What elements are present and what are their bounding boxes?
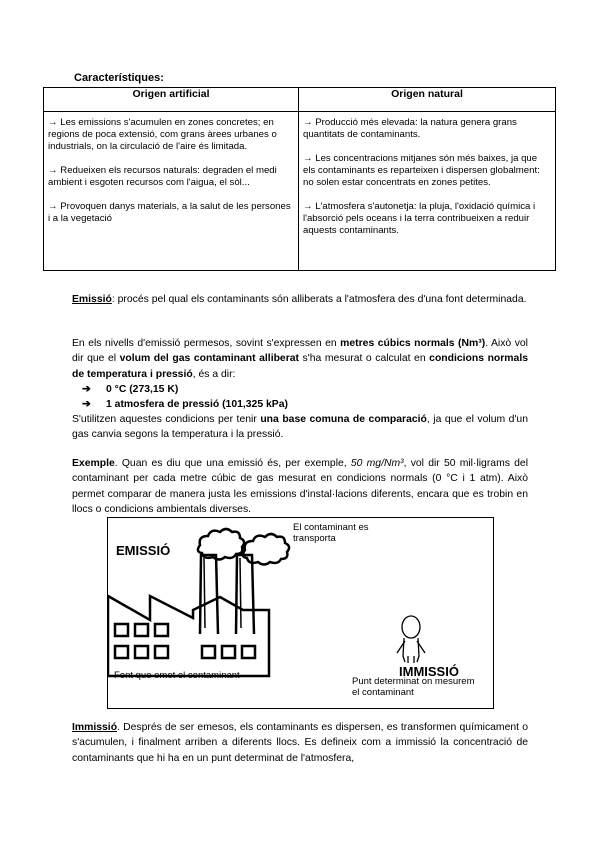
window-icon [155,646,168,658]
exemple-paragraph [72,456,528,518]
window-icon [115,646,128,658]
emission-immission-figure [107,517,494,709]
origin-comparison-table [43,87,556,271]
figure-transport-label: El contaminant es transporta [293,522,369,544]
person-icon [397,616,425,663]
nivells-bold: volum del gas contaminant alliberat [119,353,299,365]
immissio-text: . Després de ser emesos, els contaminants es dispersen, es transformen químicament o s'acumulen, i finalment arriben a diferents llocs. Es defineix com a immissió la concentració de contaminants que hi ha en un punt determinat de l'atmosfera, [72,722,528,764]
natural-point: → Producció més elevada: la natura genera grans quantitats de contaminants. [303,117,517,140]
emissio-definition-text: : procés pel qual els contaminants són alliberats a l'atmosfera des d'una font determinada. [111,294,527,305]
immissio-term: Immissió [72,722,118,733]
exemple-text: , vol dir 50 mil·ligrams del contaminant per cada metre cúbic de gas mesurat en condicions normals (0 °C i 1 atm). Això permet comparar de manera justa les emissions d'instal·lacions diferents, encara que es trobin en llocs o condicions ambientals diverses. [72,458,528,516]
nivells-text: En els nivells d'emissió permesos, sovint s'expressen en [72,338,341,349]
chimney-icon [236,555,254,634]
nivells-text: s'ha mesurat o calculat en [299,353,430,365]
bullet-text: 1 atmosfera de pressió (101,325 kPa) [106,399,288,410]
bullet-item [82,382,178,397]
figure-immissio-label: IMMISSIÓ [399,664,459,679]
window-icon [155,624,168,636]
natural-point: → Les concentracions mitjanes són més baixes, ja que els contaminants es reparteixen i dispersen globalment: no solen estar concentrats en zones petites. [303,153,540,188]
artificial-point: → Les emissions s'acumulen en zones concretes; en regions de poca extensió, com grans àrees urbanes o industrials, on la circulació de l'aire és limitada. [48,117,277,152]
figure-point-label: Punt determinat on mesurem el contaminant [352,676,475,698]
nivells-paragraph [72,336,528,382]
header-artificial: Origen artificial [44,88,299,112]
cell-natural [299,112,556,271]
nivells-bold: condicions normals de temperatura i pressió [72,353,528,380]
factory-building-icon [108,596,269,676]
smoke-cloud-icon [243,534,289,565]
window-icon [115,624,128,636]
cell-artificial [44,112,299,271]
comuna-text: , ja que el volum d'un gas canvia segons la temperatura i la pressió. [72,414,528,441]
window-icon [202,646,215,658]
figure-emissio-label: EMISSIÓ [116,543,171,558]
arrow-right-icon: ➔ [82,384,91,395]
window-icon [135,624,148,636]
emissio-definition [72,292,528,307]
bullet-item [82,397,288,412]
exemple-italic: 50 mg/Nm³ [350,458,404,469]
characteristics-heading: Característiques: [74,72,164,84]
arrow-right-icon: ➔ [82,399,91,410]
window-icon [242,646,255,658]
nivells-text: . Això vol dir que el [72,338,528,365]
window-icon [135,646,148,658]
header-natural: Origen natural [299,88,556,112]
natural-point: → L'atmosfera s'autonetja: la pluja, l'oxidació química i l'absorció pels oceans i la terra contribueixen a reduir aquests contaminants. [303,201,536,236]
comuna-paragraph [72,412,528,443]
exemple-text: . Quan es diu que una emissió és, per exemple, [114,458,351,469]
bullet-text: 0 °C (273,15 K) [106,384,179,395]
artificial-point: → Redueixen els recursos naturals: degraden el medi ambient i esgoten recursos com l'aigua, el sòl... [48,165,277,188]
figure-source-label: Font que emet el contaminant [114,670,240,681]
nivells-bold: metres cúbics normals (Nm³) [340,338,486,349]
comuna-bold: una base comuna de comparació [260,414,427,425]
artificial-point: → Provoquen danys materials, a la salut de les persones i a la vegetació [48,201,291,224]
comuna-text: S'utilitzen aquestes condicions per tenir [72,414,261,425]
chimney-icon [200,555,218,634]
table-row [44,112,556,271]
emissio-term: Emissió [72,294,112,305]
immissio-paragraph [72,720,528,766]
table-header-row [44,88,556,112]
window-icon [222,646,235,658]
nivells-text: , és a dir: [192,368,236,380]
exemple-label: Exemple [72,458,115,469]
